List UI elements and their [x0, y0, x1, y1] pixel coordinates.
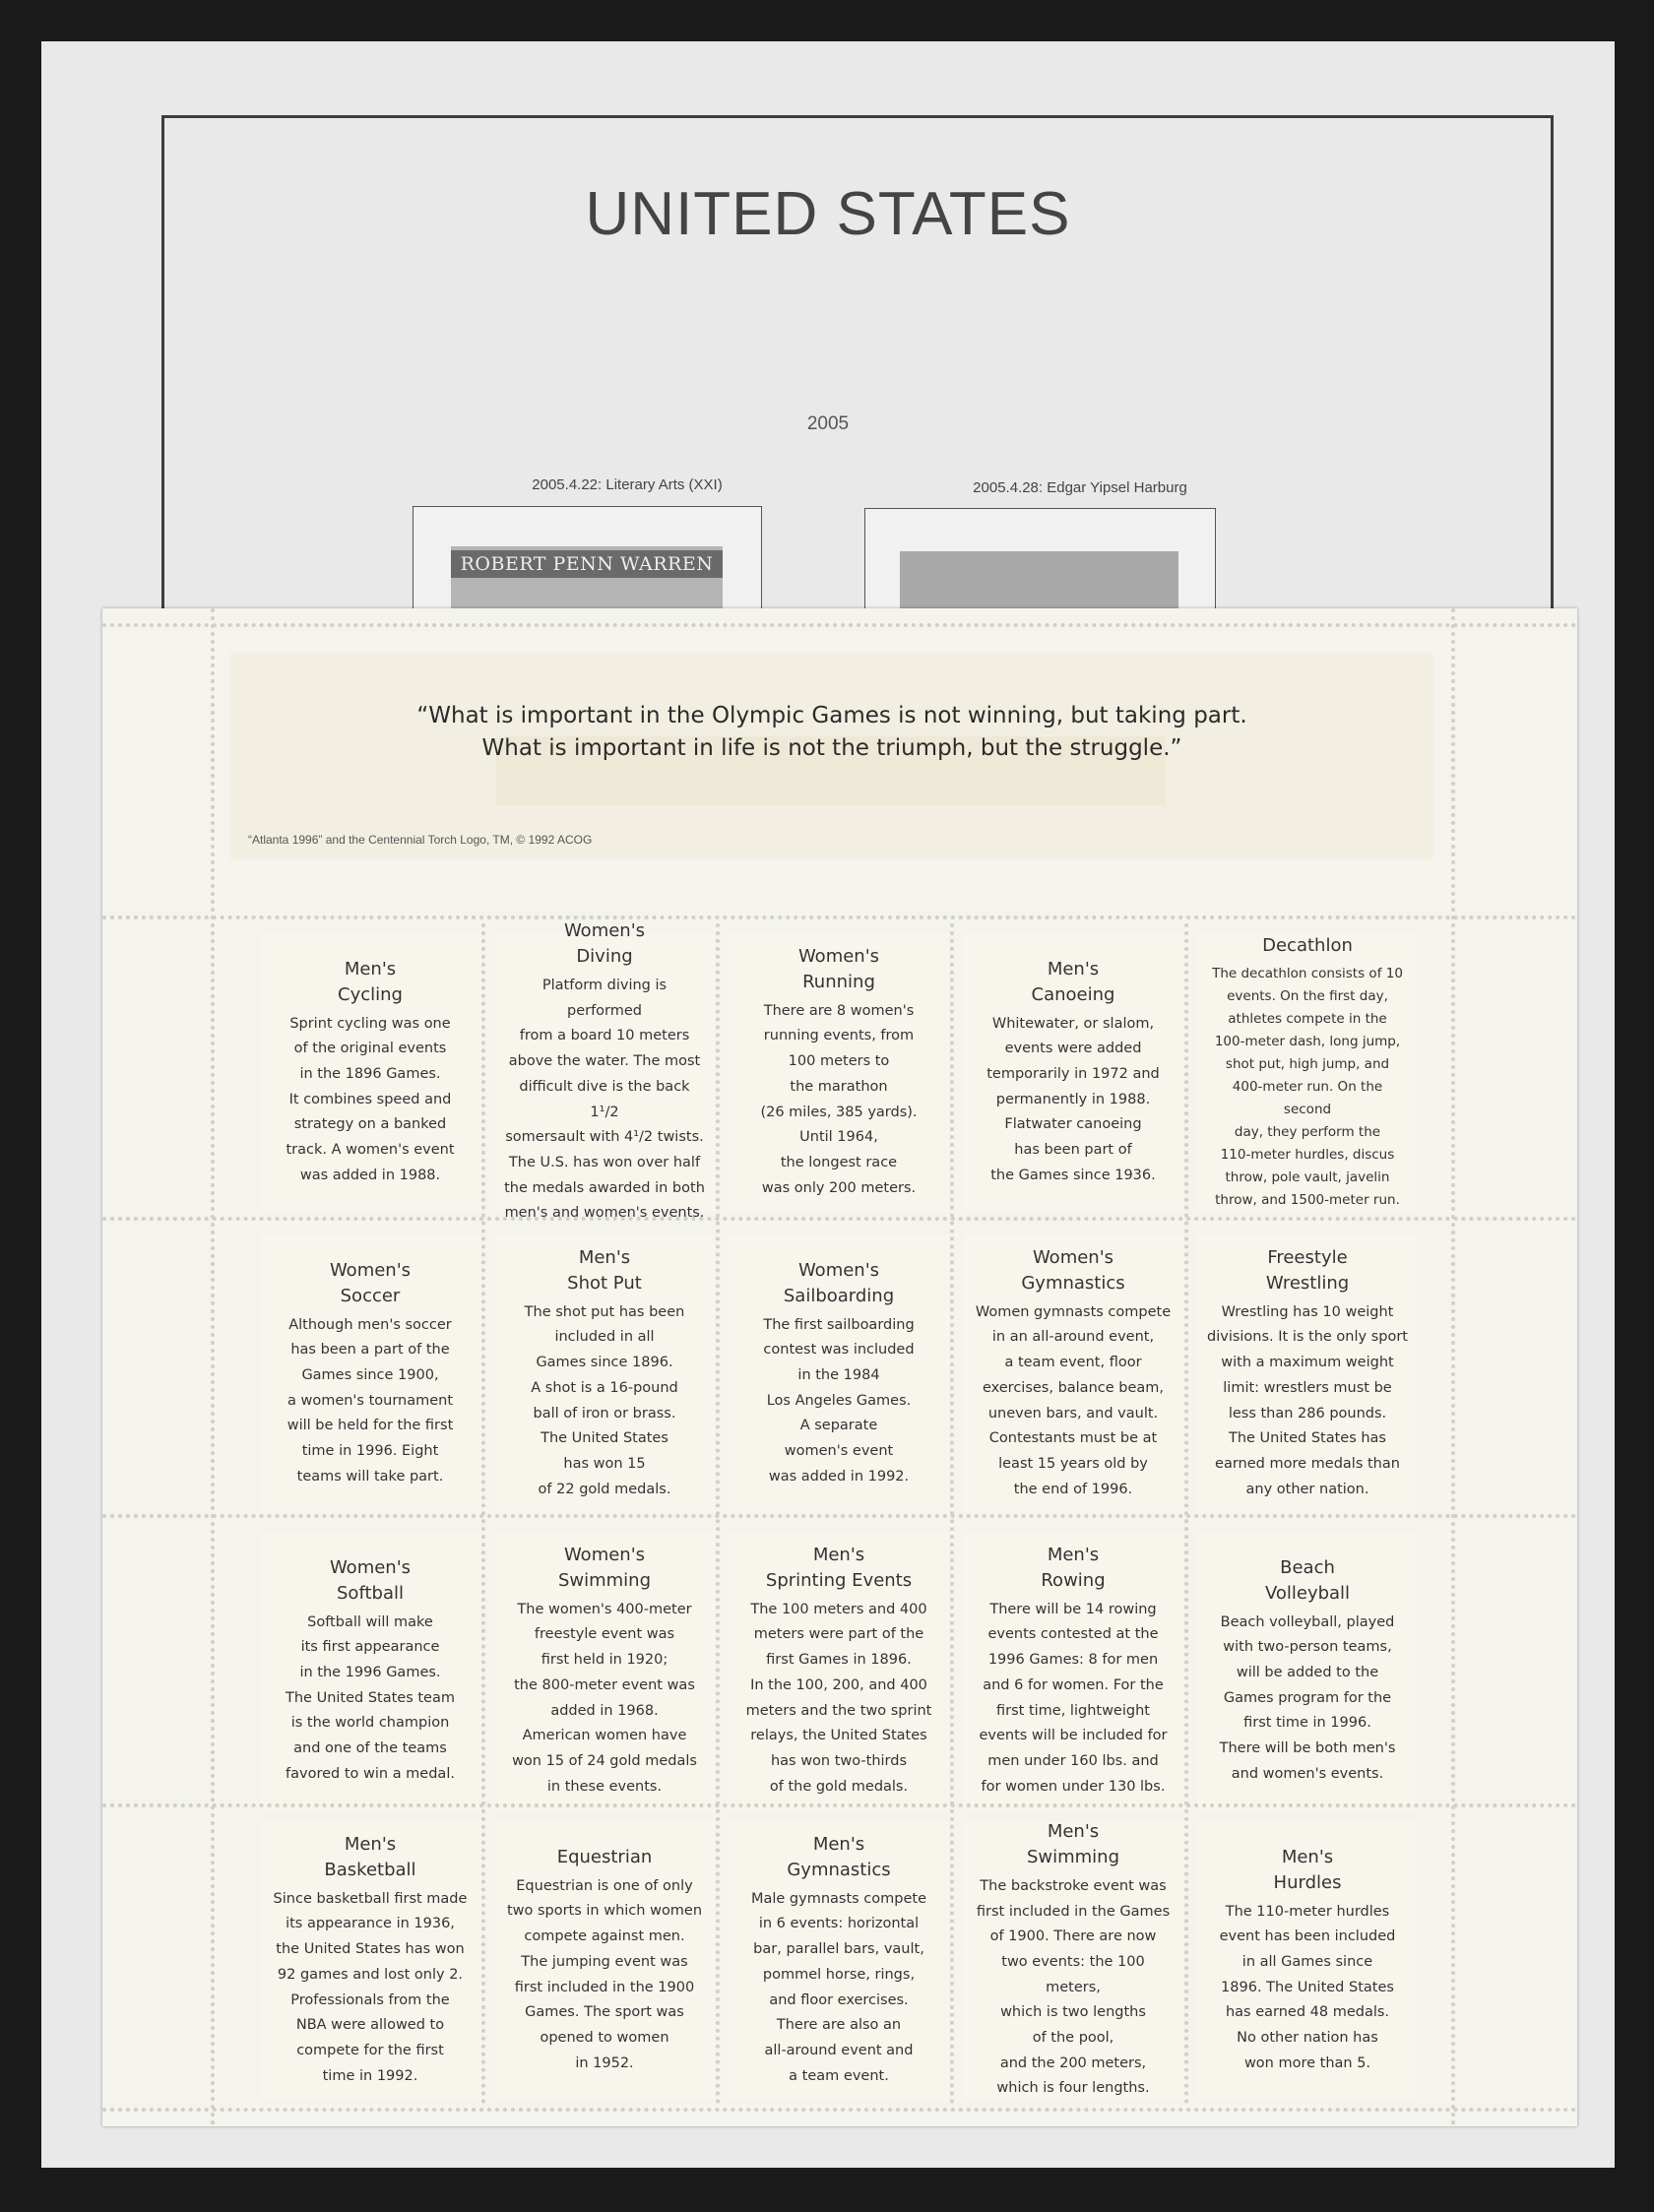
stamp-description-line: The backstroke event was — [980, 1877, 1167, 1894]
stamp-title — [1032, 957, 1115, 1008]
olympic-stamp — [1197, 1821, 1418, 2100]
stamp-description-line: In the 100, 200, and 400 — [750, 1676, 927, 1693]
stamp-description-line: in the 1984 — [797, 1366, 880, 1383]
stamp-description-line: the 800-meter event was — [514, 1676, 695, 1693]
stamp-description-line: the medals awarded in both — [504, 1179, 705, 1196]
stamp-description-line: The first sailboarding — [763, 1316, 915, 1333]
stamp-title-line: Running — [802, 971, 875, 992]
stamp-description-line: men's and women's events. — [504, 1205, 705, 1222]
stamp-description-line: the Games since 1936. — [990, 1167, 1156, 1183]
perforation-row-4 — [102, 1803, 1577, 1807]
stamp-title-line: Men's — [812, 1544, 865, 1565]
stamp-title — [798, 944, 879, 995]
stamp-description-line: of 22 gold medals. — [538, 1481, 671, 1497]
stamp-description-line: the marathon — [790, 1078, 888, 1095]
stamp-description-line: men under 160 lbs. and — [987, 1752, 1159, 1769]
stamp-description-line: in all Games since — [1241, 1953, 1373, 1970]
stamp-description-line: for women under 130 lbs. — [981, 1778, 1166, 1795]
stamp-description-line: and one of the teams — [293, 1740, 447, 1757]
perforation-col-4 — [1184, 923, 1188, 2105]
stamp-description-line: its appearance in 1936, — [286, 1916, 455, 1932]
stamp-description-line: (26 miles, 385 yards). — [760, 1104, 918, 1120]
stamp-description-line: The United States has — [1228, 1430, 1386, 1447]
stamp-description-line: Wrestling has 10 weight — [1221, 1303, 1394, 1320]
stamp-description-line: two events: the 100 meters, — [1001, 1953, 1145, 1995]
stamp-description-line: 92 games and lost only 2. — [277, 1966, 464, 1983]
stamp-description-line: first held in 1920; — [541, 1652, 668, 1669]
stamp-description-line: Sprint cycling was one — [289, 1015, 451, 1032]
stamp-title-line: Rowing — [1041, 1569, 1106, 1591]
stamp-description-line: won more than 5. — [1243, 2054, 1371, 2071]
stamp-description-line: a team event. — [789, 2067, 889, 2084]
stamp-description-line: Women gymnasts compete — [975, 1303, 1172, 1320]
stamp-description-line: added in 1968. — [550, 1702, 659, 1719]
stamp-title-line: Gymnastics — [1021, 1272, 1125, 1294]
stamp-description-line: 1896. The United States — [1221, 1979, 1394, 1995]
stamp-description-line: shot put, high jump, and — [1225, 1056, 1390, 1072]
olympic-stamp — [260, 1821, 480, 2100]
stamp-description-line: The United States — [541, 1430, 668, 1447]
stamp-description — [274, 1887, 468, 2090]
stamp-description — [512, 1598, 697, 1801]
stamp-description-line: 400-meter run. On the second — [1232, 1079, 1383, 1117]
stamp-description-line: of the original events — [293, 1041, 447, 1057]
stamp-description-line: first included in the 1900 — [514, 1979, 695, 1995]
stamp-title-line: Sprinting Events — [765, 1569, 913, 1591]
stamp-description-line: There are 8 women's — [763, 1002, 915, 1019]
quote-line-1: “What is important in the Olympic Games is not winning, but taking part. — [416, 703, 1247, 728]
stamp-description-line: in 6 events: horizontal — [758, 1916, 920, 1932]
stamp-description-line: will be added to the — [1236, 1664, 1379, 1680]
stamp-description-line: of 1900. There are now — [989, 1928, 1157, 1945]
stamp-description-line: less than 286 pounds. — [1228, 1405, 1387, 1422]
stamp-title-line: Basketball — [324, 1859, 416, 1880]
copyright-credit: “Atlanta 1996” and the Centennial Torch Logo, TM, © 1992 ACOG — [248, 833, 593, 847]
stamp-description-line: teams will take part. — [296, 1468, 444, 1485]
stamp-description-line: freestyle event was — [534, 1626, 675, 1643]
olympic-stamp — [963, 1532, 1183, 1810]
stamp-title — [1265, 1555, 1350, 1607]
sheet-header — [230, 653, 1433, 859]
stamp-title-line: Women's — [1032, 1246, 1114, 1268]
stamp-description-line: above the water. The most — [508, 1053, 701, 1070]
stamp-description — [760, 999, 917, 1202]
stamp-description-line: divisions. It is the only sport — [1207, 1329, 1408, 1346]
stamp-description-line: Games since 1900, — [301, 1366, 439, 1383]
stamp-description-line: time in 1996. Eight — [301, 1443, 439, 1460]
stamp-title-line: Men's — [344, 1833, 397, 1855]
stamp-title — [1274, 1845, 1342, 1896]
stamp-description-line: was added in 1992. — [768, 1468, 910, 1485]
stamp-description-line: the longest race — [780, 1154, 898, 1170]
perforation-bottom — [102, 2108, 1577, 2112]
stamp-description — [986, 1012, 1159, 1189]
stamp-title-line: Men's — [1281, 1846, 1334, 1867]
page-title: UNITED STATES — [585, 180, 1071, 248]
olympic-stamp — [1197, 1234, 1418, 1513]
stamp-description — [751, 1887, 926, 2090]
stamp-title-line: Sailboarding — [783, 1285, 895, 1306]
olympic-stamp — [260, 933, 480, 1212]
stamp-description-line: a women's tournament — [286, 1392, 454, 1409]
stamp-title-line: Men's — [1047, 1544, 1100, 1565]
stamp-description — [1220, 1900, 1396, 2077]
stamp-description-line: first time in 1996. — [1243, 1715, 1371, 1732]
stamp-title — [1041, 1543, 1105, 1594]
olympic-stamp — [1197, 1532, 1418, 1810]
stamp-description-line: won 15 of 24 gold medals — [512, 1752, 697, 1769]
stamp-description-line: There will be 14 rowing — [989, 1601, 1157, 1617]
stamp-description-line: A shot is a 16-pound — [531, 1379, 678, 1396]
stamp-description-line: The women's 400-meter — [517, 1601, 692, 1617]
stamp-title-line: Soccer — [340, 1285, 401, 1306]
stamp-description-line: ball of iron or brass. — [533, 1405, 676, 1422]
slot-caption-literary-arts: 2005.4.22: Literary Arts (XXI) — [532, 476, 723, 493]
perforation-row-2 — [102, 1217, 1577, 1221]
stamp-description-line: exercises, balance beam, — [982, 1379, 1165, 1396]
stamp-description-line: Softball will make — [307, 1613, 433, 1630]
stamp-description-line: It combines speed and — [288, 1091, 452, 1107]
stamp-title — [330, 1555, 411, 1607]
stamp-description-line: uneven bars, and vault. — [987, 1405, 1159, 1422]
stamp-description-line: Whitewater, or slalom, — [991, 1015, 1155, 1032]
stamp-description-line: pommel horse, rings, — [762, 1966, 916, 1983]
stamp-description — [1207, 1300, 1408, 1503]
perforation-left — [211, 608, 215, 2126]
stamp-description — [1220, 1611, 1396, 1788]
olympic-stamp — [729, 933, 949, 1212]
stamp-description-line: difficult dive is the back 1¹/2 — [519, 1078, 690, 1120]
stamp-title-line: Men's — [1047, 958, 1100, 980]
stamp-description-line: the end of 1996. — [1013, 1481, 1133, 1497]
stamp-description — [507, 1874, 702, 2077]
stamp-description-line: temporarily in 1972 and — [986, 1065, 1160, 1082]
stamp-description-line: Beach volleyball, played — [1220, 1613, 1395, 1630]
stamp-description-line: athletes compete in the — [1228, 1011, 1387, 1027]
stamp-description-line: in the 1896 Games. — [299, 1065, 441, 1082]
stamp-title — [558, 1543, 651, 1594]
stamp-description-line: contest was included — [763, 1342, 915, 1359]
stamp-description-line: events contested at the — [987, 1626, 1159, 1643]
stamp-title — [1021, 1245, 1124, 1296]
olympic-stamp — [963, 1821, 1183, 2100]
stamp-description-line: Although men's soccer — [288, 1316, 452, 1333]
perforation-row-3 — [102, 1514, 1577, 1518]
olympic-stamp — [494, 1532, 715, 1810]
olympic-stamp — [963, 933, 1183, 1212]
stamp-title — [557, 1845, 653, 1870]
stamp-description-line: events will be included for — [979, 1728, 1168, 1744]
stamp-description-line: least 15 years old by — [998, 1455, 1148, 1472]
stamp-title-line: Cycling — [338, 983, 403, 1005]
stamp-description-line: with two-person teams, — [1223, 1639, 1392, 1656]
stamp-description-line: 100 meters to — [788, 1053, 890, 1070]
stamp-description-line: throw, and 1500-meter run. — [1215, 1192, 1400, 1208]
year-label: 2005 — [806, 413, 850, 434]
olympic-stamp — [729, 1532, 949, 1810]
stamp-title-line: Men's — [344, 958, 397, 980]
stamp-description-line: time in 1992. — [322, 2067, 418, 2084]
stamp-description-line: running events, from — [763, 1028, 915, 1044]
stamp-description-line: is the world champion — [290, 1715, 450, 1732]
stamp-title — [564, 918, 645, 970]
stamp-title — [338, 957, 403, 1008]
stamp-title — [567, 1245, 642, 1296]
stamp-description-line: has won 15 — [563, 1455, 646, 1472]
stamp-description — [746, 1598, 932, 1801]
stamp-description — [763, 1313, 914, 1490]
stamp-title-line: Women's — [329, 1259, 412, 1281]
stamp-description-line: Los Angeles Games. — [766, 1392, 912, 1409]
stamp-title-line: Gymnastics — [787, 1859, 891, 1880]
stamp-title — [787, 1832, 890, 1883]
stamp-description-line: has been a part of the — [290, 1342, 450, 1359]
stamp-description-line: somersault with 4¹/2 twists. — [505, 1129, 704, 1146]
stamp-description-line: has been part of — [1014, 1142, 1132, 1159]
stamp-description-line: 100-meter dash, long jump, — [1214, 1034, 1401, 1049]
stamp-description-line: Games since 1896. — [536, 1355, 673, 1371]
perforation-col-3 — [950, 923, 954, 2105]
stamp-description-line: The 110-meter hurdles — [1225, 1903, 1390, 1920]
stamp-description-line: day, they perform the — [1234, 1124, 1381, 1140]
olympic-stamp — [494, 1234, 715, 1513]
stamp-title-line: Women's — [797, 1259, 880, 1281]
stamp-title-line: Men's — [1047, 1820, 1100, 1842]
stamp-description-line: and floor exercises. — [769, 1991, 909, 2008]
stamp-description-line: included in all — [554, 1329, 655, 1346]
olympic-souvenir-sheet — [102, 608, 1577, 2126]
stamp-title-line: Men's — [578, 1246, 631, 1268]
olympic-stamp — [494, 1821, 715, 2100]
stamp-description — [976, 1300, 1171, 1503]
stamp-description-line: which is two lengths — [1000, 2004, 1146, 2021]
stamp-description-line: women's event — [784, 1443, 894, 1460]
stamp-description-line: from a board 10 meters — [519, 1028, 690, 1044]
stamp-description-line: has earned 48 medals. — [1225, 2004, 1390, 2021]
stamp-description-line: was only 200 meters. — [761, 1179, 917, 1196]
stamp-title-line: Women's — [329, 1556, 412, 1578]
stamp-title-line: Women's — [797, 945, 880, 967]
perforation-row-1 — [102, 916, 1577, 919]
stamp-description-line: has won two-thirds — [770, 1752, 908, 1769]
stamp-description-line: throw, pole vault, javelin — [1225, 1169, 1390, 1185]
stamp-description-line: first included in the Games — [976, 1903, 1171, 1920]
stamp-description-line: There will be both men's — [1219, 1740, 1396, 1757]
stamp-description-line: meters were part of the — [753, 1626, 924, 1643]
stamp-description — [1207, 963, 1408, 1212]
stamp-title-line: Equestrian — [556, 1846, 653, 1867]
stamp-description-line: meters and the two sprint — [745, 1702, 932, 1719]
stamp-description-line: and the 200 meters, — [999, 2054, 1147, 2071]
stamp-title — [324, 1832, 415, 1883]
stamp-description-line: event has been included — [1219, 1928, 1396, 1945]
stamp-description-line: Platform diving is performed — [541, 977, 668, 1019]
stamp-description-line: 1996 Games: 8 for men — [987, 1652, 1159, 1669]
stamp-description-line: Contestants must be at — [988, 1430, 1158, 1447]
stamp-title-line: Volleyball — [1264, 1582, 1351, 1604]
stamp-description-line: strategy on a banked — [293, 1116, 447, 1133]
stamp-description-line: all-around event and — [764, 2042, 914, 2058]
stamp-description-line: compete for the first — [296, 2042, 444, 2058]
stamp-description-line: limit: wrestlers must be — [1223, 1379, 1392, 1396]
stamp-title-line: Swimming — [557, 1569, 652, 1591]
stamp-description-line: which is four lengths. — [996, 2080, 1150, 2097]
slot-caption-harburg: 2005.4.28: Edgar Yipsel Harburg — [973, 479, 1187, 496]
stamp-banner: ROBERT PENN WARREN — [451, 550, 723, 578]
stamp-description-line: Games program for the — [1223, 1689, 1392, 1706]
stamp-description-line: of the pool, — [1032, 2030, 1114, 2047]
stamp-description-line: There are also an — [776, 2017, 902, 2034]
stamp-description-line: and women's events. — [1231, 1765, 1384, 1782]
stamp-description-line: The jumping event was — [521, 1953, 688, 1970]
olympic-stamp — [260, 1532, 480, 1810]
olympic-quote — [230, 700, 1433, 765]
olympic-stamp — [260, 1234, 480, 1513]
stamp-title — [1262, 933, 1353, 959]
olympic-stamp — [729, 1821, 949, 2100]
stamp-description-line: The decathlon consists of 10 — [1212, 966, 1403, 981]
stamp-description-line: two sports in which women — [506, 1903, 703, 1920]
stamp-description — [525, 1300, 685, 1503]
olympic-stamp — [963, 1234, 1183, 1513]
stamp-description-line: was added in 1988. — [299, 1167, 441, 1183]
stamp-title-line: Decathlon — [1262, 935, 1353, 956]
stamp-description-line: will be held for the first — [286, 1418, 454, 1434]
stamp-title — [1266, 1245, 1349, 1296]
stamp-title-line: Swimming — [1026, 1846, 1120, 1867]
stamp-description-line: its first appearance — [300, 1639, 440, 1656]
stamp-description-line: any other nation. — [1245, 1481, 1369, 1497]
stamp-description-line: the United States has won — [276, 1941, 465, 1958]
stamp-description-line: The U.S. has won over half — [508, 1154, 701, 1170]
stamp-description — [287, 1313, 454, 1490]
perforation-col-2 — [716, 923, 720, 2105]
stamp-description-line: No other nation has — [1237, 2030, 1378, 2047]
stamp-description-line: first time, lightweight — [996, 1702, 1150, 1719]
stamp-description-line: NBA were allowed to — [295, 2017, 445, 2034]
olympic-stamp — [729, 1234, 949, 1513]
stamp-description-line: in 1952. — [575, 2054, 634, 2071]
olympic-stamp — [1197, 933, 1418, 1212]
stamp-title-line: Beach — [1280, 1556, 1335, 1578]
perforation-col-1 — [481, 923, 485, 2105]
stamp-description-line: The United States team — [286, 1689, 455, 1706]
stamp-title — [330, 1258, 411, 1309]
stamp-description-line: The 100 meters and 400 — [750, 1601, 927, 1617]
stamp-description-line: in the 1996 Games. — [299, 1664, 441, 1680]
stamp-title-line: Women's — [563, 919, 646, 941]
stamp-description-line: Games. The sport was — [525, 2004, 684, 2021]
stamp-description-line: first Games in 1896. — [766, 1652, 912, 1669]
stamp-title-line: Hurdles — [1273, 1871, 1342, 1893]
stamp-description-line: opened to women — [540, 2029, 669, 2046]
stamp-description-line: of the gold medals. — [769, 1778, 909, 1795]
stamp-description-line: in these events. — [546, 1778, 663, 1795]
stamp-description-line: events. On the first day, — [1227, 988, 1388, 1004]
stamp-description-line: track. A women's event — [286, 1142, 455, 1159]
stamp-description-line: Flatwater canoeing — [1004, 1116, 1142, 1133]
stamp-title-line: Canoeing — [1031, 983, 1115, 1005]
stamp-title-line: Wrestling — [1265, 1272, 1350, 1294]
stamp-description — [286, 1611, 455, 1788]
quote-line-2: What is important in life is not the triumph, but the struggle.” — [481, 735, 1182, 761]
stamp-description-line: a team event, floor — [1004, 1355, 1142, 1371]
stamp-description — [979, 1598, 1167, 1801]
stamp-description — [286, 1012, 454, 1189]
perforation-right — [1451, 608, 1455, 2126]
stamp-title-line: Women's — [563, 1544, 646, 1565]
stamp-description-line: relays, the United States — [750, 1728, 927, 1744]
stamp-description-line: American women have — [522, 1728, 687, 1744]
stamp-description-line: and 6 for women. For the — [983, 1676, 1164, 1693]
stamp-description — [504, 974, 705, 1227]
stamp-title — [766, 1543, 912, 1594]
stamp-description-line: Equestrian is one of only — [516, 1877, 693, 1894]
stamp-title-line: Diving — [576, 945, 633, 967]
perforation-top — [102, 623, 1577, 627]
olympic-stamp — [494, 919, 715, 1222]
stamp-description-line: earned more medals than — [1215, 1455, 1400, 1472]
stamp-description-line: favored to win a medal. — [286, 1765, 455, 1782]
stamp-description-line: events were added — [1004, 1041, 1142, 1057]
stamp-description-line: compete against men. — [524, 1928, 685, 1945]
stamp-description-line: permanently in 1988. — [995, 1091, 1151, 1107]
stamp-description-line: Male gymnasts compete — [750, 1890, 927, 1907]
stamp-description-line: The shot put has been — [524, 1303, 685, 1320]
stamp-title — [784, 1258, 894, 1309]
stamp-title-line: Freestyle — [1267, 1246, 1348, 1268]
stamp-description-line: Until 1964, — [799, 1129, 878, 1146]
stamp-description-line: in an all-around event, — [991, 1329, 1155, 1346]
stamp-description-line: with a maximum weight — [1221, 1355, 1394, 1371]
stamp-title-line: Men's — [812, 1833, 865, 1855]
stamp-description — [973, 1874, 1174, 2102]
stamp-title-line: Softball — [337, 1582, 404, 1604]
stamp-description-line: Professionals from the — [290, 1991, 450, 2008]
stamp-description-line: bar, parallel bars, vault, — [753, 1941, 924, 1958]
stamp-description-line: A separate — [799, 1418, 878, 1434]
stamp-title-line: Shot Put — [567, 1272, 642, 1294]
stamp-description-line: Since basketball first made — [273, 1890, 468, 1907]
stamp-title — [1027, 1819, 1119, 1870]
stamp-description-line: 110-meter hurdles, discus — [1220, 1147, 1395, 1163]
